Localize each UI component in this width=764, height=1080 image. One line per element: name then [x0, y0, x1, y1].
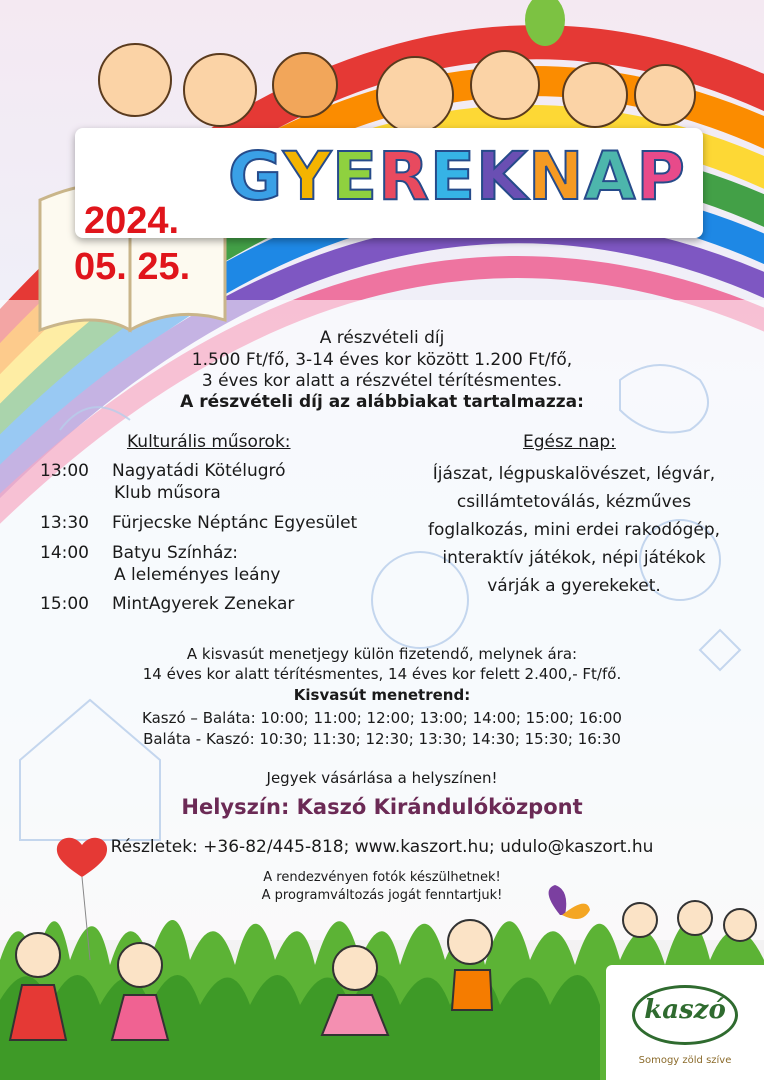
title-letter: K	[476, 138, 529, 215]
train-line-1: A kisvasút menetjegy külön fizetendő, melynek ára:	[186, 645, 578, 663]
kaszo-logo	[606, 965, 764, 1080]
schedule-act-2: A leleményes leány	[114, 565, 281, 585]
date-year: 2024.	[84, 200, 180, 242]
photo-note: A rendezvényen fotók készülhetnek!	[263, 870, 501, 885]
schedule-act-2: Klub műsora	[114, 483, 221, 503]
schedule-act: Batyu Színház:	[112, 543, 239, 563]
allday-list	[404, 460, 744, 600]
contact-details: Részletek: +36-82/445-818; www.kaszort.hu; udulo@kaszort.hu	[110, 837, 654, 857]
train-heading: Kisvasút menetrend:	[293, 686, 471, 704]
train-line-2: 14 éves kor alatt térítésmentes, 14 éves kor felett 2.400,- Ft/fő.	[142, 665, 622, 683]
schedule-time: 15:00	[40, 594, 89, 614]
schedule-time: 13:00	[40, 461, 89, 481]
fee-line-2: 1.500 Ft/fő, 3-14 éves kor között 1.200 Ft/fő,	[191, 350, 573, 370]
date-day: 05. 25.	[74, 246, 191, 288]
schedule-time: 13:30	[40, 513, 89, 533]
title-letter: N	[528, 138, 585, 215]
allday-line: Íjászat, légpuskalövészet, légvár,	[432, 464, 716, 484]
title-letter: A	[584, 138, 637, 215]
event-title	[228, 138, 698, 224]
title-letter: P	[636, 138, 686, 215]
tickets-note: Jegyek vásárlása a helyszínen!	[266, 769, 498, 787]
fee-line-1: A részvételi díj	[319, 328, 445, 348]
fee-includes: A részvételi díj az alábbiakat tartalmazza:	[180, 392, 584, 412]
title-letter: E	[331, 138, 379, 215]
title-letter: G	[228, 138, 284, 215]
title-letter: E	[429, 138, 476, 215]
allday-line: csillámtetoválás, kézműves	[456, 492, 692, 512]
change-note: A programváltozás jogát fenntartjuk!	[261, 888, 503, 903]
cultural-heading: Kulturális műsorok:	[127, 432, 291, 452]
train-route-1: Kaszó – Baláta: 10:00; 11:00; 12:00; 13:00; 14:00; 15:00; 16:00	[142, 709, 622, 727]
schedule-act: Fürjecske Néptánc Egyesület	[112, 513, 358, 533]
allday-line: interaktív játékok, népi játékok	[442, 548, 706, 568]
schedule-time: 14:00	[40, 543, 89, 563]
title-letter: Y	[283, 138, 332, 215]
train-route-2: Baláta - Kaszó: 10:30; 11:30; 12:30; 13:30; 14:30; 15:30; 16:30	[143, 730, 621, 748]
logo-name: kaszó	[644, 995, 726, 1025]
schedule-act: MintAgyerek Zenekar	[112, 594, 295, 614]
allday-heading: Egész nap:	[523, 432, 616, 452]
schedule-act: Nagyatádi Kötélugró	[112, 461, 286, 481]
allday-line: várják a gyerekeket.	[487, 576, 661, 596]
logo-tagline: Somogy zöld szíve	[638, 1055, 732, 1066]
location: Helyszín: Kaszó Kirándulóközpont	[181, 795, 583, 819]
title-letter: R	[378, 138, 430, 215]
fee-line-3: 3 éves kor alatt a részvétel térítésmentes.	[201, 371, 563, 391]
cultural-schedule	[40, 460, 420, 620]
allday-line: foglalkozás, mini erdei rakodógép,	[427, 520, 721, 540]
